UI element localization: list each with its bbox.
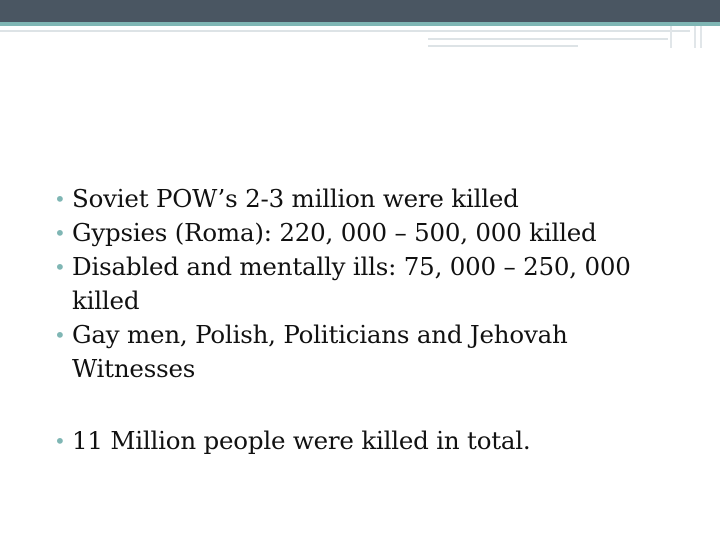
- bullet-item: [54, 318, 664, 386]
- bullet-text: 11 Million people were killed in total.: [72, 426, 531, 455]
- bullet-item: [54, 250, 664, 318]
- decorative-frame: [700, 26, 720, 48]
- bullet-text: Soviet POW’s 2-3 million were killed: [72, 184, 519, 213]
- bullet-text: Gay men, Polish, Politicians and Jehovah Witnesses: [72, 320, 568, 383]
- slide-body: [54, 182, 664, 458]
- bullet-icon: •: [54, 429, 66, 453]
- bullet-list: [54, 182, 664, 458]
- bullet-icon: •: [54, 221, 66, 245]
- bullet-item: [54, 182, 664, 216]
- header-bar: [0, 0, 720, 22]
- bullet-text: Disabled and mentally ills: 75, 000 – 250, 000 killed: [72, 252, 631, 315]
- bullet-item: [54, 424, 664, 458]
- decorative-stripe: [0, 30, 690, 32]
- bullet-icon: •: [54, 187, 66, 211]
- decorative-frame: [670, 26, 696, 48]
- header-accent-line: [0, 22, 720, 26]
- bullet-icon: •: [54, 255, 66, 279]
- bullet-text: Gypsies (Roma): 220, 000 – 500, 000 killed: [72, 218, 597, 247]
- decorative-stripe: [428, 38, 668, 40]
- bullet-icon: •: [54, 323, 66, 347]
- bullet-item: [54, 216, 664, 250]
- decorative-stripe: [428, 45, 578, 47]
